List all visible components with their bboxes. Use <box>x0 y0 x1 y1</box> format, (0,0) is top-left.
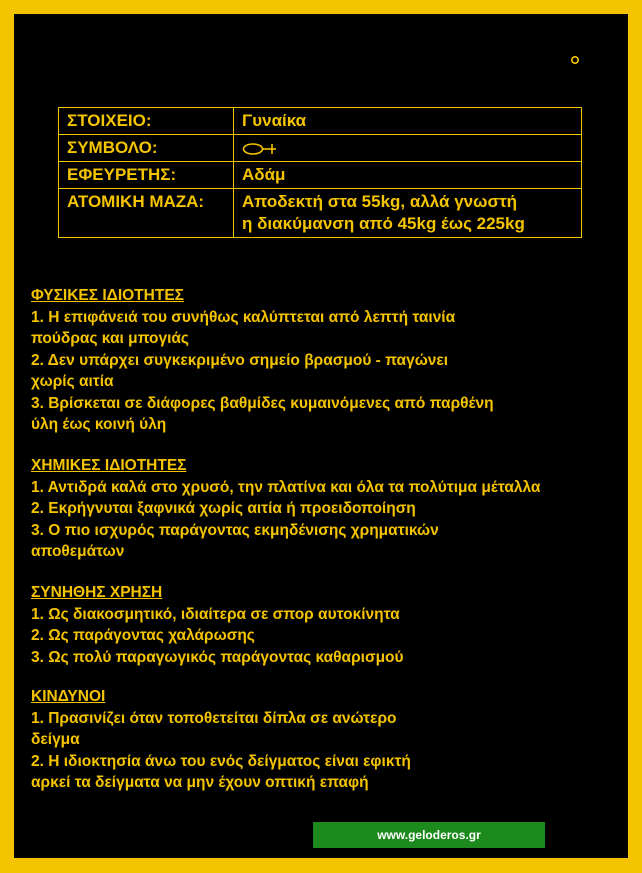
atomic-mass-line-2: η διακύμανση από 45kg έως 225kg <box>242 214 525 233</box>
section-line: 2. Δεν υπάρχει συγκεκριμένο σημείο βρασμού - παγώνει <box>31 351 449 369</box>
section-line: 3. Βρίσκεται σε διάφορες βαθμίδες κυμαινόμενες από παρθένη <box>31 394 494 412</box>
section-line: πούδρας και μπογιάς <box>31 330 189 347</box>
section-line: 1. Πρασινίζει όταν τοποθετείται δίπλα σε ανώτερο <box>31 709 397 727</box>
section-title: ΦΥΣΙΚΕΣ ΙΔΙΟΤΗΤΕΣ <box>31 287 184 304</box>
section-line: 2. Εκρήγνυται ξαφνικά χωρίς αιτία ή προειδοποίηση <box>31 500 416 517</box>
page-title: ΠΙΝΑΚΑΣ ΕΠΙΚΙΝΔΥΝΗΣ ΥΛΗΣ <box>95 35 538 68</box>
radiation-warning-icon <box>548 29 602 77</box>
section-title: ΣΥΝΗΘΗΣ ΧΡΗΣΗ <box>31 584 163 601</box>
section-line: 2. Η ιδιοκτησία άνω του ενός δείγματος είναι εφικτή <box>31 752 411 770</box>
value-atomic-mass <box>234 189 582 238</box>
section-title: ΚΙΝΔΥΝΟΙ <box>31 688 106 705</box>
value-symbol <box>234 135 582 162</box>
section-line: 1. Ως διακοσμητικό, ιδιαίτερα σε σπορ αυτοκίνητα <box>31 605 400 623</box>
high-voltage-warning-icon <box>31 29 85 77</box>
header-banner <box>18 18 615 86</box>
section-physical-properties <box>31 285 494 436</box>
section-line: δείγμα <box>31 731 80 748</box>
table-row <box>59 108 582 135</box>
label-symbol: ΣΥΜΒΟΛΟ: <box>59 135 234 162</box>
section-title: ΧΗΜΙΚΕΣ ΙΔΙΟΤΗΤΕΣ <box>31 457 187 474</box>
section-line: 2. Ως παράγοντας χαλάρωσης <box>31 627 255 644</box>
section-line: 1. Η επιφάνειά του συνήθως καλύπτεται από λεπτή ταινία <box>31 308 456 326</box>
section-line: ύλη έως κοινή ύλη <box>31 416 167 433</box>
value-element: Γυναίκα <box>234 108 582 135</box>
label-atomic-mass: ΑΤΟΜΙΚΗ ΜΑΖΑ: <box>59 189 234 238</box>
section-chemical-properties <box>31 455 540 563</box>
table-row <box>59 135 582 162</box>
section-line: αποθεμάτων <box>31 543 125 560</box>
section-line: χωρίς αιτία <box>31 373 114 390</box>
atomic-mass-line-1: Αποδεκτή στα 55kg, αλλά γνωστή <box>242 192 518 211</box>
female-symbol-icon <box>242 142 286 156</box>
value-inventor: Αδάμ <box>234 162 582 189</box>
label-element: ΣΤΟΙΧΕΙΟ: <box>59 108 234 135</box>
section-line: 3. Ως πολύ παραγωγικός παράγοντας καθαρισμού <box>31 648 404 666</box>
section-line: αρκεί τα δείγματα να μην έχουν οπτική επαφή <box>31 774 369 791</box>
section-common-use <box>31 582 404 668</box>
section-dangers <box>31 686 411 794</box>
section-line: 3. Ο πιο ισχυρός παράγοντας εκμηδένισης χρηματικών <box>31 521 439 539</box>
element-info-table <box>58 107 582 238</box>
website-link[interactable]: www.geloderos.gr <box>313 822 545 848</box>
section-line: 1. Αντιδρά καλά στο χρυσό, την πλατίνα και όλα τα πολύτιμα μέταλλα <box>31 478 541 496</box>
table-row <box>59 162 582 189</box>
table-row <box>59 189 582 238</box>
label-inventor: ΕΦΕΥΡΕΤΗΣ: <box>59 162 234 189</box>
